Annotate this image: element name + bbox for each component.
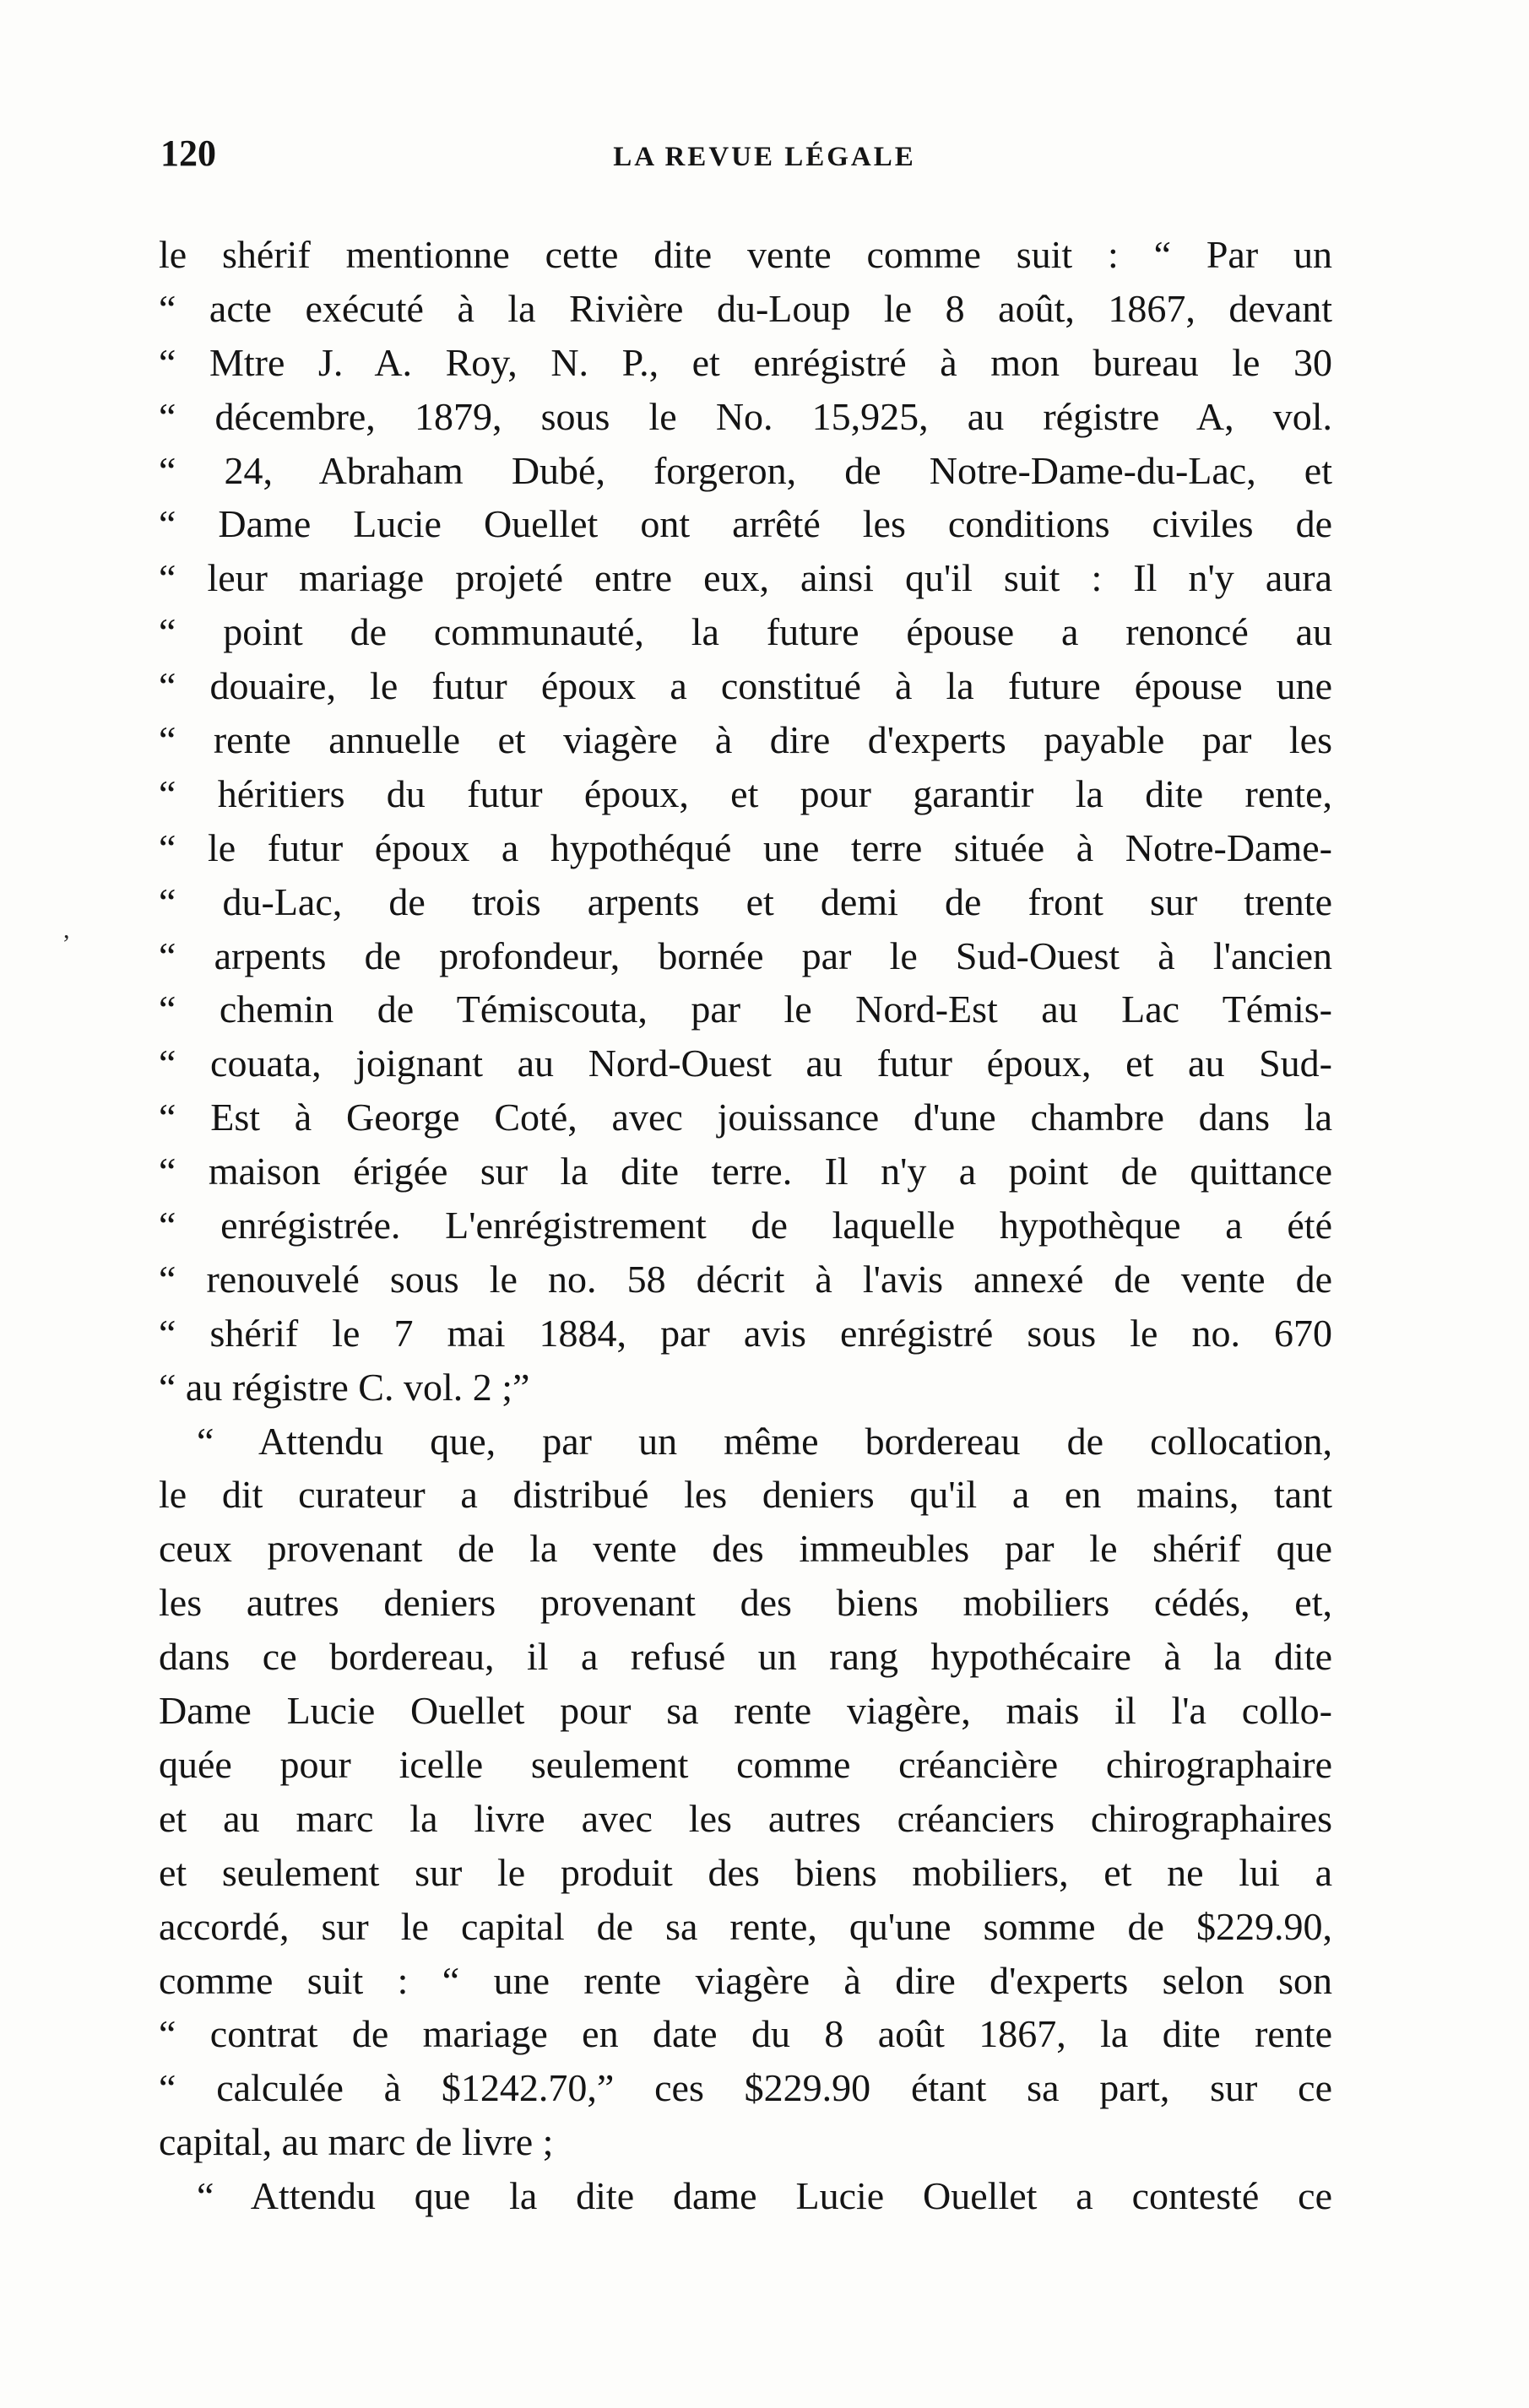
text-line: “ enrégistrée. L'enrégistrement de laquelle hypothèque a été: [159, 1204, 1332, 1247]
text-line: “ acte exécuté à la Rivière du-Loup le 8 août, 1867, devant: [159, 286, 1332, 330]
text-line: quée pour icelle seulement comme créancière chirographaire: [159, 1742, 1332, 1786]
text-line: “ 24, Abraham Dubé, forgeron, de Notre-Dame-du-Lac, et: [159, 448, 1332, 492]
text-line: “ contrat de mariage en date du 8 août 1867, la dite rente: [159, 2012, 1332, 2056]
text-line: “ le futur époux a hypothéqué une terre située à Notre-Dame-: [159, 825, 1332, 869]
text-line: “ au régistre C. vol. 2 ;”: [159, 1365, 530, 1409]
text-line: accordé, sur le capital de sa rente, qu'une somme de $229.90,: [159, 1904, 1332, 1948]
body-text: [159, 228, 1332, 2223]
text-line: le shérif mentionne cette dite vente comme suit : “ Par un: [159, 233, 1332, 276]
text-line: “ du-Lac, de trois arpents et demi de front sur trente: [159, 879, 1332, 923]
text-line: “ calculée à $1242.70,” ces $229.90 étant sa part, sur ce: [159, 2066, 1332, 2110]
text-line: et au marc la livre avec les autres créanciers chirographaires: [159, 1796, 1332, 1840]
running-title: LA REVUE LÉGALE: [613, 142, 916, 172]
text-line: “ shérif le 7 mai 1884, par avis enrégistré sous le no. 670: [159, 1311, 1332, 1355]
text-line: “ maison érigée sur la dite terre. Il n'y a point de quittance: [159, 1150, 1332, 1193]
text-line: les autres deniers provenant des biens mobiliers cédés, et,: [159, 1581, 1332, 1625]
text-line: comme suit : “ une rente viagère à dire d'experts selon son: [159, 1958, 1332, 2002]
page-number: 120: [160, 133, 216, 174]
text-line: le dit curateur a distribué les deniers qu'il a en mains, tant: [159, 1473, 1332, 1517]
text-line: capital, au marc de livre ;: [159, 2120, 554, 2164]
text-line: “ chemin de Témiscouta, par le Nord-Est au Lac Témis-: [159, 988, 1332, 1031]
text-line: “ renouvelé sous le no. 58 décrit à l'avis annexé de vente de: [159, 1257, 1332, 1301]
text-line: dans ce bordereau, il a refusé un rang hypothécaire à la dite: [159, 1635, 1332, 1679]
text-line: “ couata, joignant au Nord-Ouest au futur époux, et au Sud-: [159, 1042, 1332, 1085]
text-line: “ arpents de profondeur, bornée par le Sud-Ouest à l'ancien: [159, 933, 1332, 977]
text-line: “ Attendu que la dite dame Lucie Ouellet a contesté ce: [197, 2174, 1332, 2218]
text-line: “ Attendu que, par un même bordereau de collocation,: [197, 1419, 1332, 1463]
text-line: Dame Lucie Ouellet pour sa rente viagère, mais il l'a collo-: [159, 1689, 1332, 1733]
margin-mark: ,: [63, 916, 70, 944]
text-line: “ rente annuelle et viagère à dire d'experts payable par les: [159, 718, 1332, 762]
text-line: “ Est à George Coté, avec jouissance d'une chambre dans la: [159, 1096, 1332, 1139]
text-line: “ point de communauté, la future épouse a renoncé au: [159, 610, 1332, 654]
text-line: “ héritiers du futur époux, et pour garantir la dite rente,: [159, 771, 1332, 815]
text-line: “ décembre, 1879, sous le No. 15,925, au régistre A, vol.: [159, 394, 1332, 438]
text-line: “ douaire, le futur époux a constitué à la future épouse une: [159, 664, 1332, 708]
text-line: “ leur mariage projeté entre eux, ainsi qu'il suit : Il n'y aura: [159, 556, 1332, 600]
text-line: ceux provenant de la vente des immeubles par le shérif que: [159, 1527, 1332, 1571]
text-line: “ Mtre J. A. Roy, N. P., et enrégistré à mon bureau le 30: [159, 340, 1332, 384]
text-line: et seulement sur le produit des biens mobiliers, et ne lui a: [159, 1850, 1332, 1894]
text-line: “ Dame Lucie Ouellet ont arrêté les conditions civiles de: [159, 502, 1332, 546]
